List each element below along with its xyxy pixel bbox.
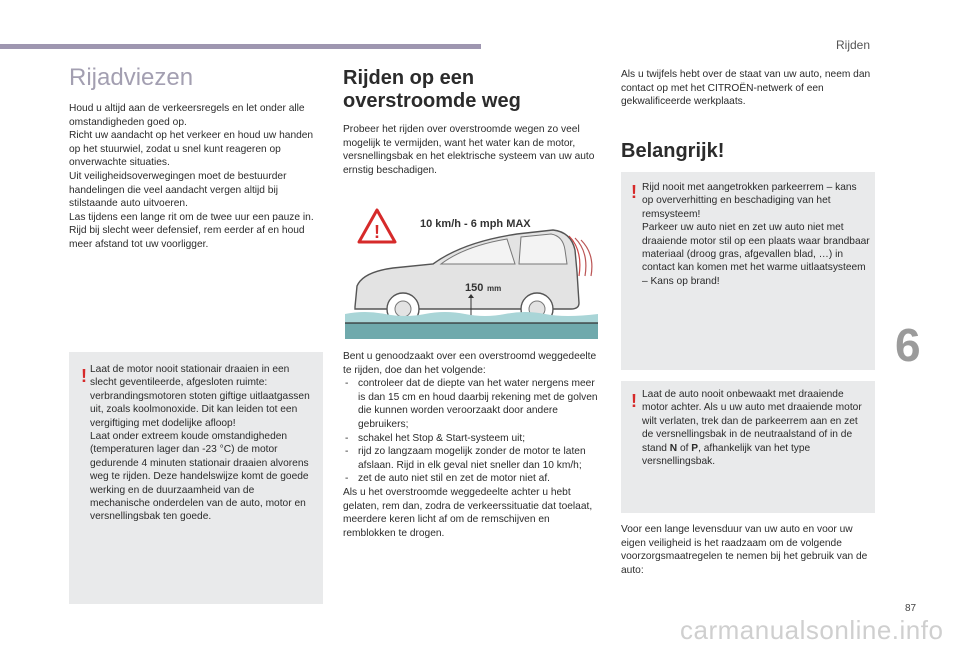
paragraph: Houd u altijd aan de verkeersregels en let onder alle omstandigheden goed op. <box>69 103 305 128</box>
column3-outro-wrap <box>621 523 875 577</box>
paragraph: Uit veiligheidsoverwegingen moet de bestuurder handelingen die veel aandacht vergen altijd bij stilstaande auto uitvoeren. <box>69 170 287 210</box>
gear-n: N <box>669 442 678 454</box>
warning-text <box>642 388 870 468</box>
chapter-number: 6 <box>895 319 921 371</box>
text-fragment: , afhankelijk van het type versnellingsbak. <box>642 442 811 468</box>
list-item: - zet de auto niet stil en zet de motor niet af. <box>343 472 599 486</box>
important-heading-wrap <box>621 140 875 163</box>
car-in-water-drawing <box>345 206 598 339</box>
heading-rijadviezen: Rijadviezen <box>69 64 194 91</box>
paragraph: Las tijdens een lange rit om de twee uur een pauze in. <box>69 211 314 223</box>
tips-text <box>69 102 323 252</box>
warning-icon: ! <box>81 366 87 386</box>
warning-box-unattended <box>621 381 875 513</box>
warning-paragraph: Rijd nooit met aangetrokken parkeerrem – kans op oververhitting en beschadiging van het remsysteem! <box>642 182 857 220</box>
warning-paragraph: Laat de motor nooit stationair draaien in een slecht geventileerde, afgesloten ruimte: verbrandingsmotoren stoten giftige uitlaatgassen uit, zoals koolmonoxide. Dit kan leiden tot een vergiftiging met dodelijke afloop! <box>90 364 310 429</box>
header-accent-bar <box>0 44 481 49</box>
column3-outro: Voor een lange levensduur van uw auto en voor uw eigen veiligheid is het raadzaam om de volgende voorzorgsmaatregelen te nemen bij het gebruik van de auto: <box>621 524 868 576</box>
warning-box-engine-idle <box>69 352 323 604</box>
warning-paragraph: Parkeer uw auto niet en zet uw auto niet met draaiende motor stil op een plaats waar brandbaar materiaal (droog gras, afgevallen blad, …) in contact kan komen met het warme uitlaatsysteem – Kans op brand! <box>642 222 870 287</box>
list-item: - controleer dat de diepte van het water nergens meer is dan 15 cm en houd daarbij rekening met de golven die kunnen worden veroorzaakt door andere gebruikers; <box>343 377 599 431</box>
instruction-list <box>343 377 599 486</box>
warning-icon: ! <box>631 391 637 411</box>
text-fragment: of <box>677 442 692 454</box>
section-title: Rijden <box>836 38 871 52</box>
heading-line: overstroomde weg <box>343 90 521 112</box>
heading-line: Rijden op een <box>343 67 475 89</box>
flooded-instructions <box>343 350 599 540</box>
paragraph: Richt uw aandacht op het verkeer en houd uw handen op het stuurwiel, zodat u snel kunt reageren op onverwachte situaties. <box>69 130 314 169</box>
depth-unit: mm <box>487 284 502 293</box>
instructions-outro: Als u het overstroomde weggedeelte achter u hebt gelaten, rem dan, zodra de verkeerssituatie dat toelaat, meerdere keren licht af om de remschijven en remblokken te drogen. <box>343 486 593 539</box>
column3-intro: Als u twijfels hebt over de staat van uw auto, neem dan contact op met het CITROËN-netwerk of een gekwalificeerde werkplaats. <box>621 69 871 108</box>
watermark: carmanualsonline.info <box>680 615 944 645</box>
flooded-intro: Probeer het rijden over overstroomde wegen zo veel mogelijk te vermijden, want het water kan de motor, versnellingsbak en het elektrische systeem van uw auto ernstig beschadigen. <box>343 124 595 176</box>
gear-p: P <box>691 442 699 454</box>
speed-label: 10 km/h - 6 mph MAX <box>420 218 531 230</box>
column-driving-tips <box>69 64 323 252</box>
paragraph: Rijd bij slecht weer defensief, rem eerder af en houd meer afstand tot uw voorligger. <box>69 225 305 250</box>
warning-paragraph: Laat onder extreem koude omstandigheden (temperaturen lager dan -23 °C) de motor gedurende 4 minuten stationair draaien alvorens weg te rijden. Deze handelswijze komt de goede werking en de duurzaamheid van de mechanische onderdelen van de auto, motor en versnellingsbak ten goede. <box>90 431 309 523</box>
page-number: 87 <box>905 603 917 614</box>
list-item: - schakel het Stop & Start-systeem uit; <box>343 432 599 446</box>
warning-text <box>642 181 870 288</box>
column-important <box>621 68 875 109</box>
list-item: - rijd zo langzaam mogelijk zonder de motor te laten afslaan. Rijd in elk geval niet sneller dan 10 km/h; <box>343 445 599 472</box>
heading-belangrijk: Belangrijk! <box>621 140 725 162</box>
warning-icon: ! <box>631 182 637 202</box>
warning-paragraph <box>642 388 870 468</box>
text-fragment: Laat de auto nooit onbewaakt met draaiende motor achter. Als u uw auto met draaiende motor wilt verlaten, trek dan de parkeerrem aan en zet de versnellingsbak in de neutraalstand of in de stand <box>642 389 862 454</box>
column-flooded-road <box>343 67 599 177</box>
triangle-warning-icon: ! <box>374 222 380 242</box>
heading-flooded-road <box>343 67 599 113</box>
depth-value: 150 <box>465 282 484 294</box>
warning-box-parking-brake <box>621 172 875 370</box>
warning-text <box>90 363 316 524</box>
flooded-road-illustration <box>345 206 598 339</box>
instructions-lead: Bent u genoodzaakt over een overstroomd weggedeelte te rijden, doe dan het volgende: <box>343 351 597 376</box>
